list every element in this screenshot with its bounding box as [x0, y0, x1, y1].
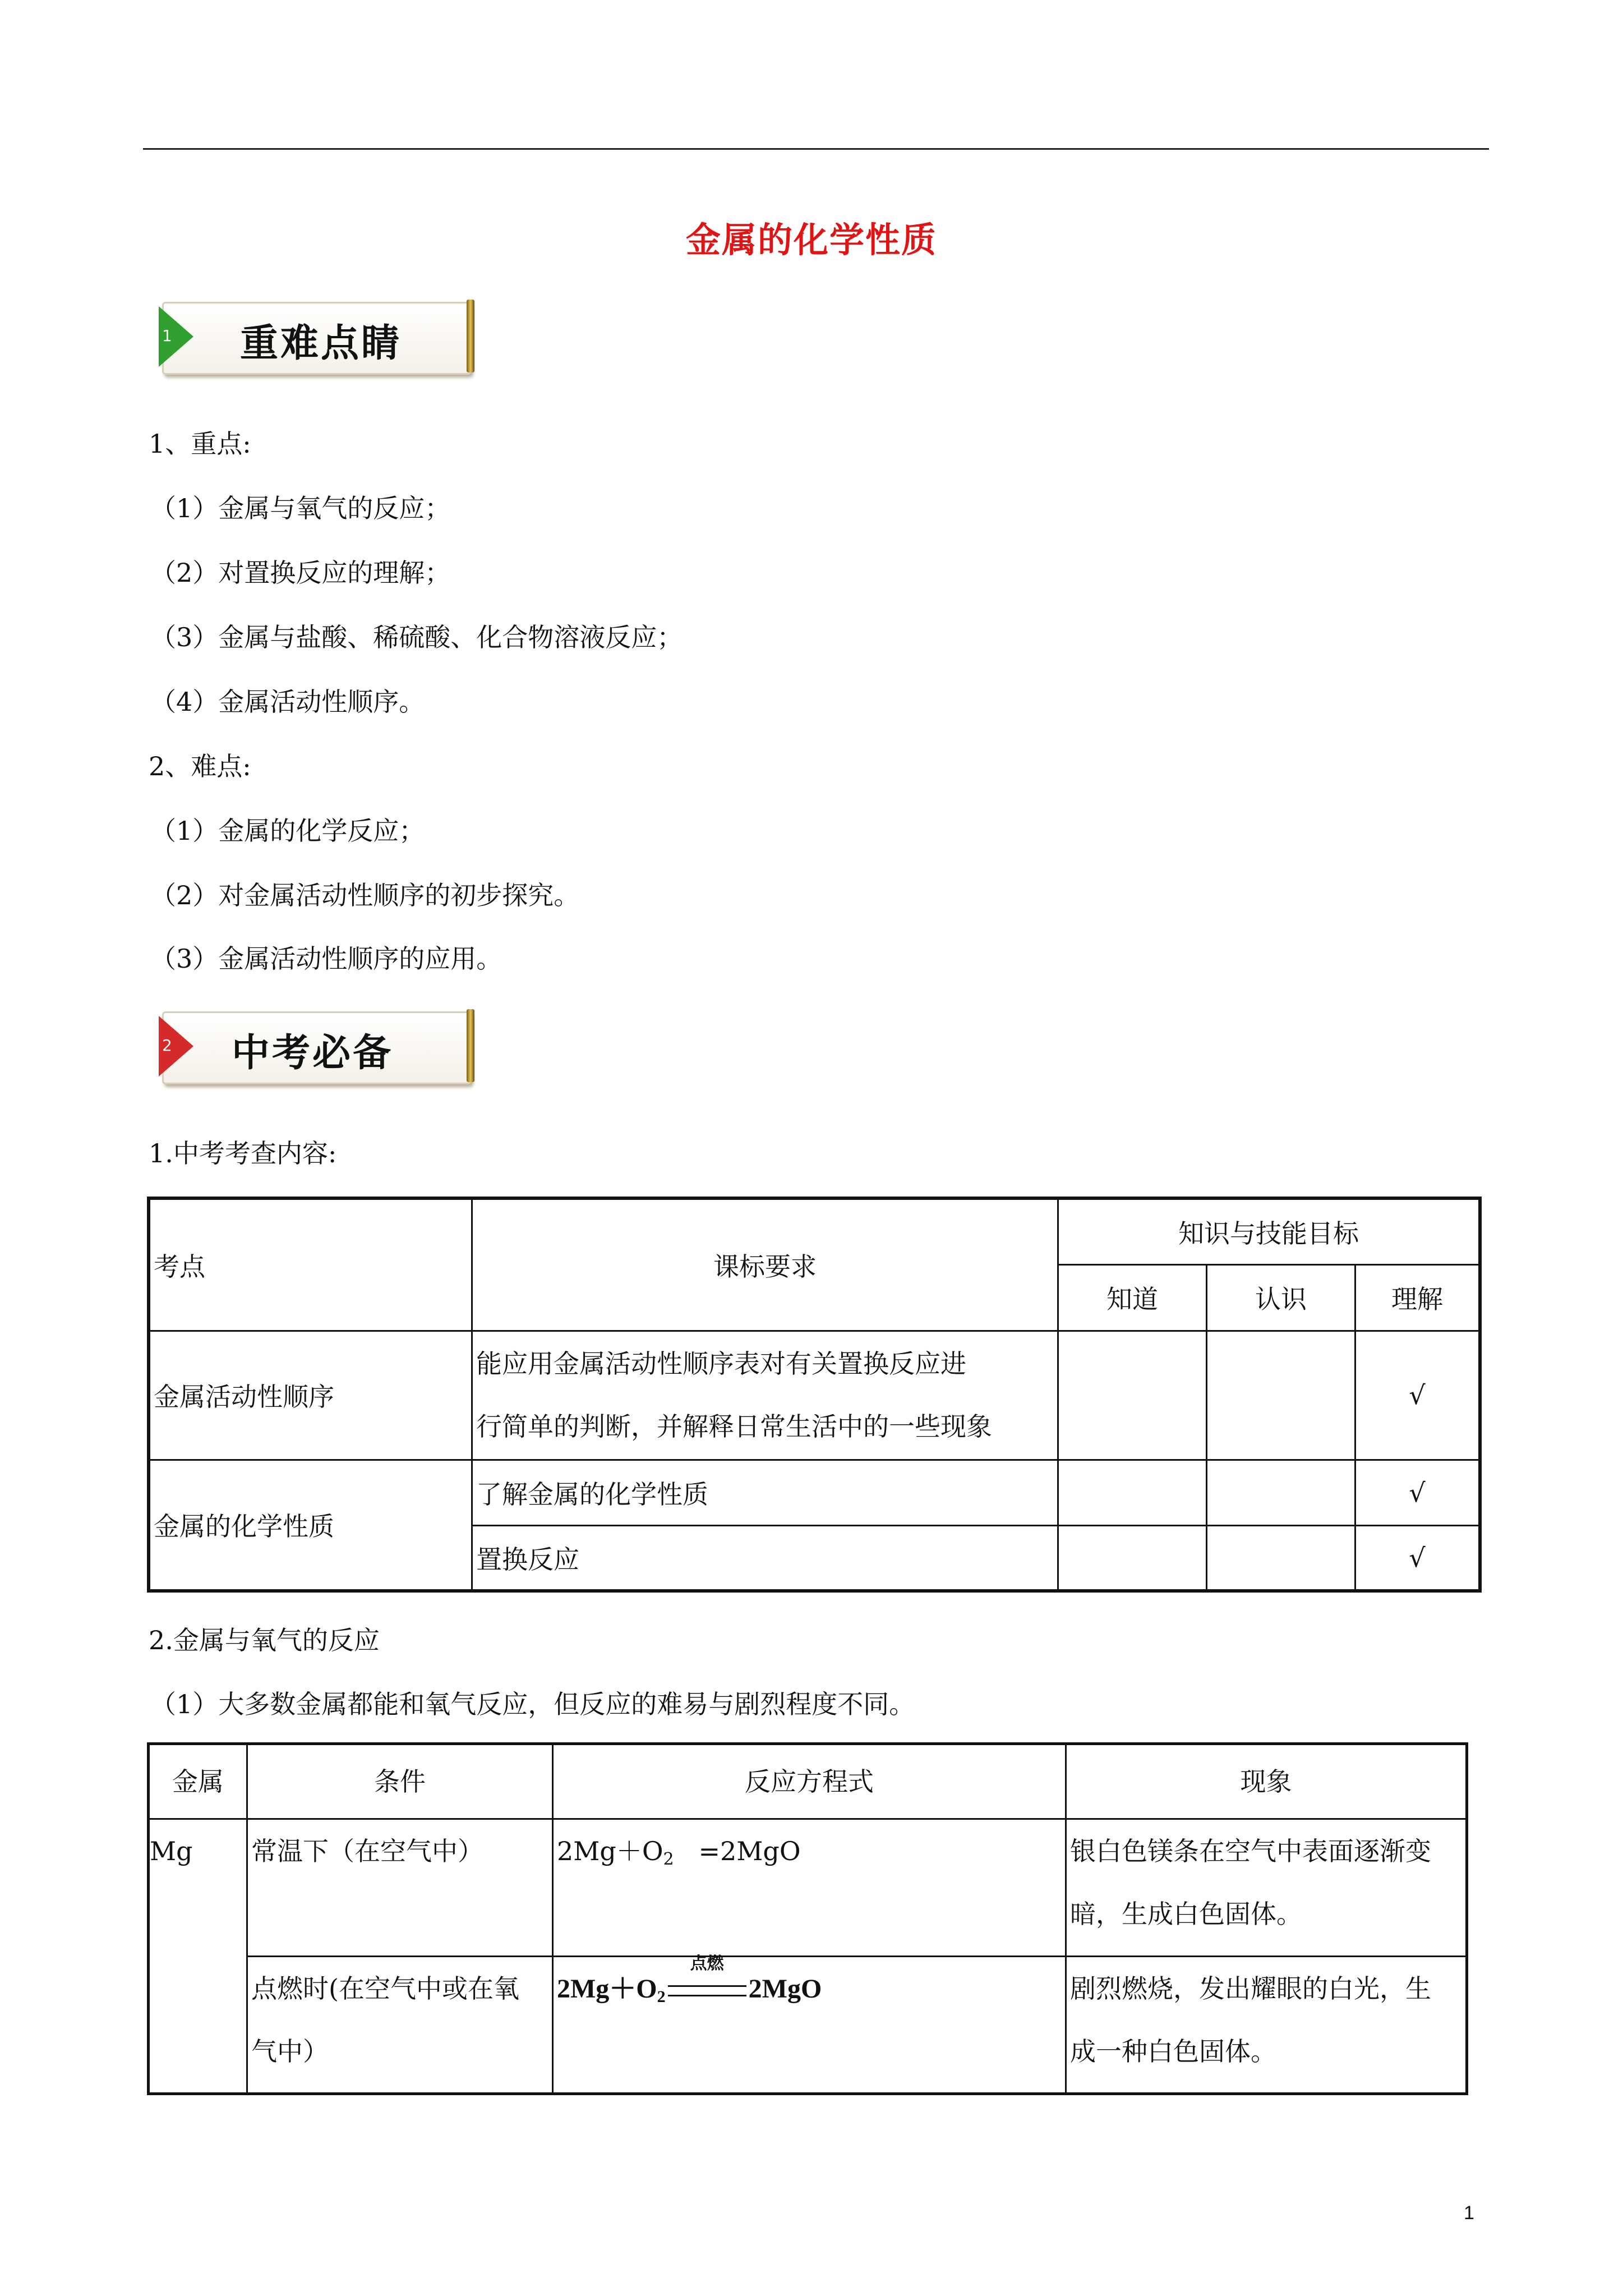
- banner-number: 1: [162, 326, 172, 345]
- equation-part: 2Mg＋O: [557, 1836, 663, 1866]
- check-mark: √: [1355, 1331, 1481, 1460]
- text-line: （3）金属与盐酸、稀硫酸、化合物溶液反应；: [150, 622, 683, 652]
- table-cell: [1207, 1460, 1355, 1525]
- table-cell: [472, 1331, 1058, 1460]
- text-line: （1）大多数金属都能和氧气反应，但反应的难易与剧烈程度不同。: [150, 1689, 915, 1719]
- text-line: （1）金属的化学反应；: [150, 816, 425, 846]
- table-cell: [1058, 1331, 1207, 1460]
- text-line: （1）金属与氧气的反应；: [150, 493, 451, 523]
- table-cell: 了解金属的化学性质: [472, 1460, 1058, 1525]
- cell-text: 点燃时(在空气中或在氧: [251, 1973, 519, 2004]
- table-cell: Mg: [149, 1819, 247, 2094]
- banner-gold-edge: [467, 300, 474, 372]
- page-number: 1: [1464, 2202, 1474, 2224]
- cell-text: 能应用金属活动性顺序表对有关置换反应进: [476, 1349, 966, 1379]
- table-cell: [247, 1957, 553, 2094]
- section-banner-2: [159, 1008, 476, 1084]
- condition-label: 点燃: [690, 1954, 724, 1973]
- table-cell: [1207, 1331, 1355, 1460]
- header-cell: 认识: [1207, 1264, 1355, 1331]
- header-rule: [143, 148, 1489, 150]
- table-cell: [1207, 1525, 1355, 1591]
- section-banner-1: [159, 298, 476, 375]
- check-mark: √: [1355, 1460, 1481, 1525]
- equation-part: 2Mg＋O: [557, 1974, 657, 2004]
- cell-text: 银白色镁条在空气中表面逐渐变: [1070, 1836, 1431, 1866]
- table-row: [149, 1819, 1467, 1957]
- text-line: 2.金属与氧气的反应: [149, 1625, 380, 1655]
- table-row: [149, 1460, 1480, 1525]
- table-cell: [1066, 1957, 1467, 2094]
- table-cell: [1066, 1819, 1467, 1957]
- table-row: [149, 1957, 1467, 2094]
- banner-label: 重难点睛: [240, 321, 402, 366]
- page-title: 金属的化学性质: [685, 219, 937, 260]
- header-cell: 考点: [149, 1198, 472, 1331]
- header-cell: 条件: [247, 1744, 553, 1819]
- check-mark: √: [1355, 1525, 1481, 1591]
- text-line: （2）对金属活动性顺序的初步探究。: [150, 880, 580, 910]
- text-line: 2、难点:: [149, 751, 251, 781]
- table-cell: 金属活动性顺序: [149, 1331, 472, 1460]
- header-cell: 金属: [149, 1744, 247, 1819]
- equation-subscript: 2: [657, 1987, 666, 2006]
- table-cell: [1058, 1525, 1207, 1591]
- cell-text: 行简单的判断，并解释日常生活中的一些现象: [476, 1411, 992, 1442]
- header-cell: 知识与技能目标: [1058, 1198, 1481, 1264]
- equation-part: =2MgO: [698, 1836, 801, 1866]
- table-cell: 金属的化学性质: [149, 1460, 472, 1591]
- text-line: 1、重点:: [149, 429, 251, 459]
- cell-text: 气中）: [251, 2036, 329, 2067]
- exam-content-table: [147, 1197, 1482, 1593]
- header-cell: 现象: [1066, 1744, 1467, 1819]
- cell-text: 成一种白色固体。: [1070, 2036, 1276, 2067]
- equation-part: 2MgO: [748, 1974, 822, 2004]
- table-cell: 常温下（在空气中）: [247, 1819, 553, 1957]
- cell-text: 剧烈燃烧，发出耀眼的白光，生: [1070, 1973, 1431, 2004]
- equation-cell: [553, 1819, 1066, 1957]
- text-line: （3）金属活动性顺序的应用。: [150, 944, 502, 974]
- metal-oxygen-table: [147, 1742, 1468, 2095]
- header-cell: 理解: [1355, 1264, 1481, 1331]
- banner-gold-edge: [467, 1009, 474, 1082]
- header-cell: 反应方程式: [553, 1744, 1066, 1819]
- equation-cell: [553, 1954, 1066, 2094]
- equation-subscript: 2: [663, 1849, 674, 1869]
- reaction-condition: [666, 1954, 749, 2020]
- banner-number: 2: [162, 1036, 172, 1055]
- text-line: 1.中考考查内容:: [149, 1138, 337, 1168]
- header-cell: 知道: [1058, 1264, 1207, 1331]
- table-cell: [1058, 1460, 1207, 1525]
- header-cell: 课标要求: [472, 1198, 1058, 1331]
- cell-text: 暗，生成白色固体。: [1070, 1899, 1302, 1929]
- text-line: （4）金属活动性顺序。: [150, 687, 425, 717]
- banner-label: 中考必备: [232, 1031, 394, 1075]
- text-line: （2）对置换反应的理解；: [150, 558, 451, 588]
- table-cell: 置换反应: [472, 1525, 1058, 1591]
- table-row: [149, 1331, 1480, 1460]
